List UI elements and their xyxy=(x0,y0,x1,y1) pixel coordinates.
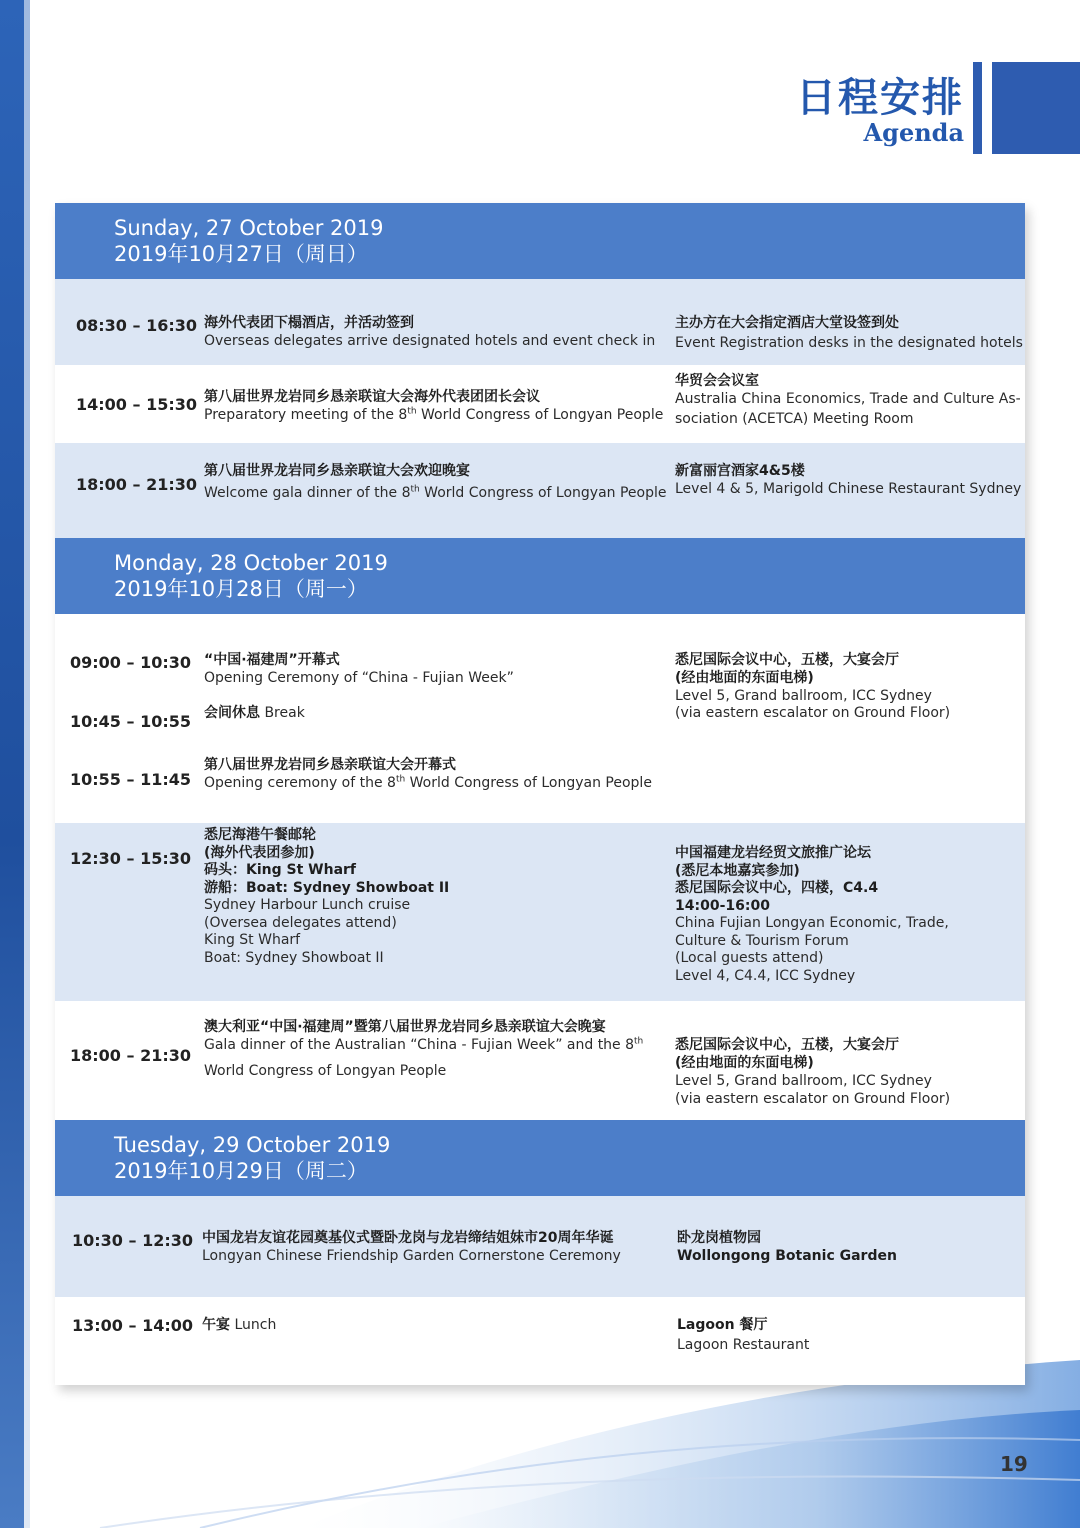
venue-en: Lagoon Restaurant xyxy=(677,1337,810,1353)
venue-zh: 悉尼国际会议中心，四楼，C4.4 xyxy=(675,880,879,896)
agenda-row xyxy=(55,1297,1025,1385)
venue-en: Level 4 & 5, Marigold Chinese Restaurant Sydney xyxy=(675,481,1022,497)
agenda-row xyxy=(55,823,1025,1001)
row-time: 14:00 – 15:30 xyxy=(76,395,197,414)
agenda-row xyxy=(55,365,1025,443)
day-header-sunday xyxy=(55,203,1025,279)
day-date-en: Sunday, 27 October 2019 xyxy=(114,216,384,240)
venue-zh: (经由地面的东面电梯) xyxy=(675,1055,814,1071)
venue-zh: Lagoon 餐厅 xyxy=(677,1317,768,1333)
item-en: King St Wharf xyxy=(204,932,301,948)
item-zh: 澳大利亚“中国·福建周”暨第八届世界龙岩同乡恳亲联谊大会晚宴 xyxy=(204,1019,606,1035)
agenda-panel xyxy=(55,203,1025,1385)
page-title-zh: 日程安排 xyxy=(796,75,964,121)
item-en: World Congress of Longyan People xyxy=(204,1063,447,1079)
row-time: 09:00 – 10:30 xyxy=(70,653,191,672)
day-date-zh: 2019年10月28日（周一） xyxy=(114,577,368,601)
venue-en: sociation (ACETCA) Meeting Room xyxy=(675,411,914,427)
venue-en: (via eastern escalator on Ground Floor) xyxy=(675,705,951,721)
item-en: Gala dinner of the Australian “China - Fujian Week” and the 8th xyxy=(204,1036,644,1053)
item-zh: (海外代表团参加) xyxy=(204,844,315,861)
day-date-en: Monday, 28 October 2019 xyxy=(114,551,388,575)
venue-zh: 卧龙岗植物园 xyxy=(677,1230,761,1246)
venue-en: Australia China Economics, Trade and Culture As- xyxy=(675,391,1021,407)
venue-en: (via eastern escalator on Ground Floor) xyxy=(675,1091,951,1107)
item-en: Longyan Chinese Friendship Garden Cornerstone Ceremony xyxy=(202,1248,621,1264)
item-en: Opening Ceremony of “China - Fujian Week” xyxy=(204,670,514,686)
item-zh: 第八届世界龙岩同乡恳亲联谊大会欢迎晚宴 xyxy=(204,463,470,479)
item-zh: 悉尼海港午餐邮轮 xyxy=(204,827,316,843)
item-zh: 第八届世界龙岩同乡恳亲联谊大会海外代表团团长会议 xyxy=(204,389,540,405)
venue-en: Level 5, Grand ballroom, ICC Sydney xyxy=(675,1073,932,1089)
day-header-monday xyxy=(55,538,1025,614)
day-date-zh: 2019年10月29日（周二） xyxy=(114,1159,368,1183)
header-accent-block xyxy=(992,62,1080,154)
item-en: Welcome gala dinner of the 8th World Congress of Longyan People xyxy=(204,484,667,501)
venue-en: Level 5, Grand ballroom, ICC Sydney xyxy=(675,688,932,704)
row-time: 08:30 – 16:30 xyxy=(76,316,197,335)
venue-zh: 中国福建龙岩经贸文旅推广论坛 xyxy=(675,845,871,861)
venue-zh: 主办方在大会指定酒店大堂设签到处 xyxy=(675,315,899,331)
item-en: Preparatory meeting of the 8th World Congress of Longyan People xyxy=(204,406,664,423)
venue-en: (Local guests attend) xyxy=(675,950,824,966)
venue-zh: 华贸会会议室 xyxy=(675,373,759,389)
agenda-row xyxy=(55,1001,1025,1120)
venue-zh: (经由地面的东面电梯) xyxy=(675,670,814,686)
venue-en: Event Registration desks in the designated hotels xyxy=(675,335,1023,351)
item-zh: 码头：King St Wharf xyxy=(204,862,357,878)
venue-zh: 悉尼国际会议中心，五楼，大宴会厅 xyxy=(675,652,899,668)
item-zh: 海外代表团下榻酒店，并活动签到 xyxy=(204,315,414,331)
row-time: 18:00 – 21:30 xyxy=(70,1046,191,1065)
page-number: 19 xyxy=(1000,1452,1028,1476)
page-title-en: Agenda xyxy=(863,118,964,147)
venue-zh: 新富丽宫酒家4&5楼 xyxy=(675,463,805,479)
item-lunch: 午宴 Lunch xyxy=(202,1317,277,1333)
row-time: 10:55 – 11:45 xyxy=(70,770,191,789)
item-zh: 中国龙岩友谊花园奠基仪式暨卧龙岗与龙岩缔结姐妹市20周年华诞 xyxy=(202,1230,614,1246)
item-break: 会间休息 Break xyxy=(204,705,305,721)
row-time: 10:30 – 12:30 xyxy=(72,1231,193,1250)
agenda-row xyxy=(55,279,1025,365)
venue-en: Culture & Tourism Forum xyxy=(675,932,849,949)
item-en: Sydney Harbour Lunch cruise xyxy=(204,897,411,913)
item-en: Boat: Sydney Showboat II xyxy=(204,949,384,966)
item-en: Opening ceremony of the 8th World Congress of Longyan People xyxy=(204,774,652,791)
venue-time: 14:00-16:00 xyxy=(675,897,770,914)
day-date-zh: 2019年10月27日（周日） xyxy=(114,242,368,266)
item-zh: “中国·福建周”开幕式 xyxy=(204,652,340,668)
item-zh: 游船：Boat: Sydney Showboat II xyxy=(204,879,450,896)
venue-en: China Fujian Longyan Economic, Trade, xyxy=(675,915,949,931)
day-date-en: Tuesday, 29 October 2019 xyxy=(114,1133,391,1157)
row-time: 18:00 – 21:30 xyxy=(76,475,197,494)
agenda-row xyxy=(55,443,1025,538)
venue-en: Wollongong Botanic Garden xyxy=(677,1248,897,1264)
row-time: 13:00 – 14:00 xyxy=(72,1316,193,1335)
venue-zh: (悉尼本地嘉宾参加) xyxy=(675,862,800,879)
item-zh: 第八届世界龙岩同乡恳亲联谊大会开幕式 xyxy=(204,757,456,773)
item-en: (Oversea delegates attend) xyxy=(204,914,397,931)
venue-zh: 悉尼国际会议中心，五楼，大宴会厅 xyxy=(675,1037,899,1053)
row-time: 10:45 – 10:55 xyxy=(70,712,191,731)
venue-en: Level 4, C4.4, ICC Sydney xyxy=(675,967,856,984)
agenda-row xyxy=(55,1196,1025,1297)
header-accent-bar xyxy=(973,62,982,154)
row-time: 12:30 – 15:30 xyxy=(70,849,191,868)
day-header-tuesday xyxy=(55,1120,1025,1196)
agenda-row xyxy=(55,614,1025,823)
item-en: Overseas delegates arrive designated hotels and event check in xyxy=(204,333,656,349)
